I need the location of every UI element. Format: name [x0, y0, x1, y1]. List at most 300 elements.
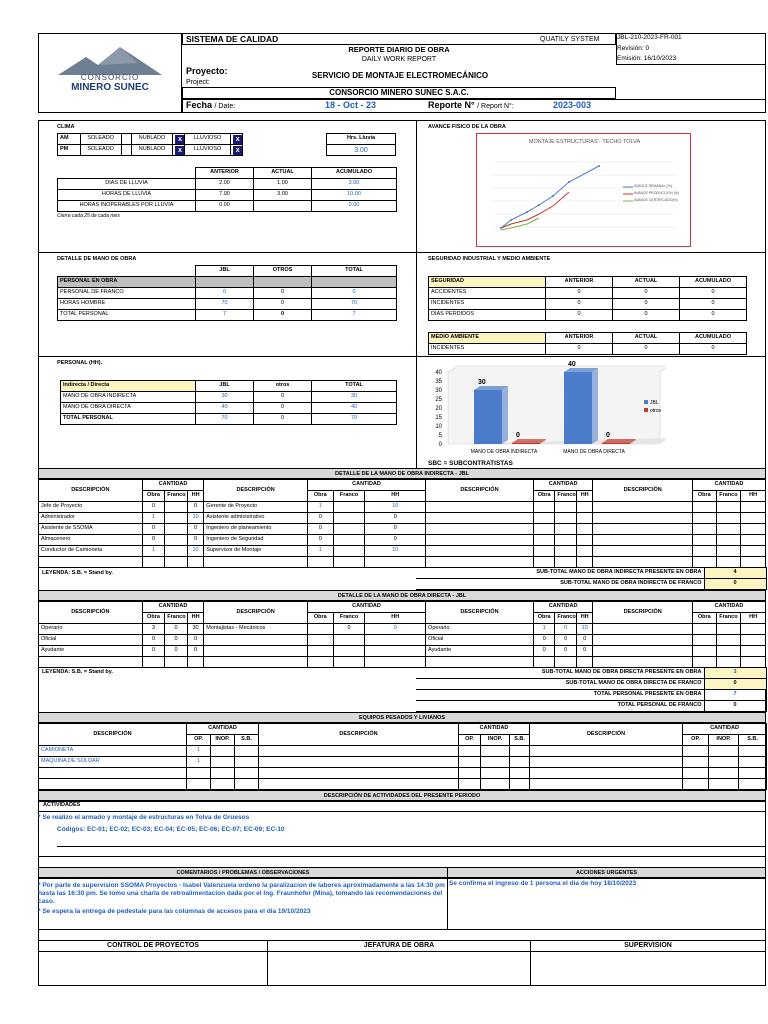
cell-obra[interactable]: 0 [142, 524, 165, 535]
clima-period: PM [58, 145, 81, 156]
cell-obra[interactable]: 0 [533, 646, 555, 657]
empty-cell[interactable] [741, 513, 766, 524]
cell-total[interactable]: 40 [312, 403, 397, 414]
cell-anterior[interactable]: 0 [546, 299, 613, 310]
col-hh: HH [187, 491, 203, 502]
empty-cell[interactable] [716, 624, 741, 635]
empty-cell[interactable] [555, 502, 577, 513]
col-obra: Obra [533, 613, 555, 624]
cell-jbl[interactable]: 7 [196, 310, 254, 321]
empty-cell[interactable] [204, 635, 308, 646]
cell-anterior[interactable]: 0.00 [196, 201, 254, 212]
empty-cell[interactable] [510, 768, 530, 779]
empty-cell[interactable] [530, 757, 683, 768]
comentario-1[interactable]: * Por parte de supervision SSOMA Proyectos - Isabel Valenzuela ordeno la paralizacion de labores aproximadamente a las 14:30 pm hasta las 16:30 pm. Se tomo una charla de retroalimentacion dada por el Ing. Fraunhofer (Mina), tomando las recomendaciones del caso. [38, 882, 445, 905]
cell-actual[interactable]: 1.00 [254, 179, 312, 190]
blank-cell [58, 168, 196, 179]
cell-obra[interactable]: 1 [142, 513, 165, 524]
empty-cell[interactable] [365, 635, 426, 646]
cell-obra[interactable]: 0 [533, 635, 555, 646]
cell-anterior[interactable]: 0 [546, 288, 613, 299]
cell-franco[interactable] [165, 535, 188, 546]
cell-desc: Operario [426, 624, 534, 635]
col-total: TOTAL [312, 266, 397, 277]
cell-obra[interactable]: 0 [307, 524, 333, 535]
empty-cell[interactable] [459, 779, 481, 790]
cell-acumulado[interactable]: 0.00 [312, 201, 397, 212]
empty-cell[interactable] [530, 768, 683, 779]
empty-cell[interactable] [481, 768, 510, 779]
empty-cell[interactable] [211, 757, 235, 768]
empty-cell[interactable] [593, 624, 693, 635]
empty-cell[interactable] [235, 779, 259, 790]
cell-franco[interactable] [333, 502, 365, 513]
empty-cell[interactable] [333, 657, 365, 668]
empty-cell[interactable] [576, 535, 592, 546]
empty-cell[interactable] [459, 768, 481, 779]
cell-franco[interactable]: 0 [165, 646, 188, 657]
cell-total[interactable]: 30 [312, 392, 397, 403]
empty-cell[interactable] [533, 513, 555, 524]
legend-swatch [644, 408, 648, 412]
cell-obra[interactable]: 1 [307, 502, 333, 513]
empty-cell[interactable] [426, 535, 534, 546]
empty-cell[interactable] [576, 546, 592, 557]
hh-bar-chart [426, 360, 666, 460]
empty-cell[interactable] [39, 779, 187, 790]
empty-cell[interactable] [481, 746, 510, 757]
legend-semanal: AVANCE SEMANAL (%) [634, 184, 672, 188]
empty-cell[interactable] [204, 557, 308, 568]
empty-cell[interactable] [533, 502, 555, 513]
actividades-line-1[interactable]: * Se realizo el armado y montaje de estructuras en Tolva de Gruesos [38, 814, 250, 821]
equipos-title: EQUIPOS PESADOS Y LIVIANOS [38, 712, 766, 723]
empty-cell[interactable] [235, 768, 259, 779]
cell-franco[interactable] [333, 524, 365, 535]
empty-cell[interactable] [426, 524, 534, 535]
cell-obra[interactable]: 1 [533, 624, 555, 635]
cell-total[interactable]: 70 [312, 299, 397, 310]
cell-hh[interactable]: 10 [576, 624, 592, 635]
cell-hh[interactable]: 0 [365, 624, 426, 635]
empty-cell[interactable] [741, 624, 766, 635]
empty-cell[interactable] [165, 557, 188, 568]
cell-actual[interactable]: 0 [613, 288, 680, 299]
empty-cell[interactable] [426, 513, 534, 524]
col-op: OP. [683, 735, 709, 746]
empty-cell[interactable] [593, 502, 693, 513]
cell-hh[interactable]: 0 [187, 524, 203, 535]
cell-obra[interactable]: 0 [142, 535, 165, 546]
empty-cell[interactable] [593, 557, 693, 568]
personal-hh-row [61, 392, 397, 403]
col-cantidad: CANTIDAD [533, 602, 593, 613]
empty-cell[interactable] [204, 657, 308, 668]
empty-cell[interactable] [716, 646, 741, 657]
y-tick-label: 15 [435, 415, 442, 421]
empty-cell[interactable] [716, 502, 741, 513]
empty-cell[interactable] [426, 546, 534, 557]
cell-hh[interactable]: 30 [187, 624, 203, 635]
cell-hh[interactable]: 10 [187, 513, 203, 524]
empty-cell[interactable] [593, 513, 693, 524]
empty-cell[interactable] [39, 657, 143, 668]
empty-cell[interactable] [741, 535, 766, 546]
cell-acumulado[interactable]: 0 [680, 310, 747, 321]
cell-hh[interactable]: 0 [365, 513, 426, 524]
cell-hh[interactable]: 0 [576, 646, 592, 657]
empty-cell[interactable] [683, 779, 709, 790]
empty-cell[interactable] [235, 746, 259, 757]
empty-cell[interactable] [716, 524, 741, 535]
cell-obra[interactable]: 1 [307, 546, 333, 557]
empty-cell[interactable] [576, 557, 592, 568]
cell-jbl[interactable]: 40 [196, 403, 254, 414]
empty-cell[interactable] [692, 524, 716, 535]
cell-anterior[interactable]: 0 [546, 344, 613, 355]
indirecta-subtotals [416, 567, 767, 590]
empty-cell[interactable] [510, 746, 530, 757]
sbc-note: SBC = SUBCONTRATISTAS [428, 460, 513, 467]
empty-cell[interactable] [692, 502, 716, 513]
clima-lluvioso-check[interactable] [230, 145, 242, 156]
cell-franco[interactable] [165, 524, 188, 535]
empty-cell[interactable] [741, 657, 766, 668]
empty-cell[interactable] [692, 635, 716, 646]
cell-actual[interactable]: 0 [613, 310, 680, 321]
row-label: DIAS DE LLUVIA [58, 179, 196, 190]
avance-title: AVANCE FISICO DE LA OBRA [428, 124, 506, 130]
empty-cell[interactable] [683, 768, 709, 779]
empty-cell[interactable] [533, 535, 555, 546]
empty-cell[interactable] [555, 535, 577, 546]
cell-franco[interactable]: 0 [165, 635, 188, 646]
clima-soleado-check[interactable] [121, 134, 131, 145]
cell-otros[interactable]: 0 [254, 414, 312, 425]
table-row [39, 535, 766, 546]
empty-cell[interactable] [741, 524, 766, 535]
table-row [39, 546, 766, 557]
cell-actual[interactable]: 0 [613, 344, 680, 355]
empty-cell[interactable] [692, 557, 716, 568]
empty-cell[interactable] [739, 757, 767, 768]
col-hh: HH [741, 491, 766, 502]
cell-franco[interactable]: 0 [555, 646, 577, 657]
row-label: INCIDENTES [429, 344, 546, 355]
cell-jbl[interactable]: 70 [196, 299, 254, 310]
empty-cell[interactable] [426, 502, 534, 513]
cell-obra[interactable]: 0 [307, 535, 333, 546]
empty-cell[interactable] [741, 546, 766, 557]
cell-otros[interactable]: 0 [254, 288, 312, 299]
cell-total[interactable]: 0 [312, 288, 397, 299]
empty-cell[interactable] [576, 657, 592, 668]
empty-cell[interactable] [576, 513, 592, 524]
clima-nublado-check[interactable] [173, 145, 185, 156]
empty-cell[interactable] [741, 557, 766, 568]
clima-nublado: NUBLADO [131, 145, 172, 156]
empty-cell[interactable] [692, 624, 716, 635]
cell-hh[interactable]: 10 [365, 502, 426, 513]
cell-hh[interactable]: 0 [187, 646, 203, 657]
hrs-lluvia-value[interactable]: 3.00 [327, 145, 396, 156]
empty-cell[interactable] [716, 513, 741, 524]
cell-obra[interactable]: 3 [142, 624, 165, 635]
empty-cell[interactable] [709, 746, 739, 757]
total-value[interactable]: 3 [704, 668, 766, 679]
cell-franco[interactable] [333, 546, 365, 557]
empty-cell[interactable] [593, 646, 693, 657]
cell-franco[interactable] [165, 513, 188, 524]
cell-obra[interactable]: 0 [307, 513, 333, 524]
cell-hh[interactable]: 0 [187, 635, 203, 646]
empty-cell[interactable] [459, 757, 481, 768]
cell-franco[interactable]: 0 [555, 635, 577, 646]
empty-cell[interactable] [555, 524, 577, 535]
cell-jbl[interactable]: 70 [196, 414, 254, 425]
empty-cell[interactable] [533, 524, 555, 535]
empty-cell[interactable] [716, 546, 741, 557]
empty-cell[interactable] [709, 757, 739, 768]
empty-cell[interactable] [692, 546, 716, 557]
empty-cell[interactable] [307, 646, 333, 657]
empty-cell[interactable] [510, 779, 530, 790]
project-label-en: Project: [186, 79, 210, 86]
empty-cell[interactable] [426, 657, 534, 668]
cell-otros[interactable]: 0 [254, 392, 312, 403]
legend-swatch [644, 400, 648, 404]
col-sb: S.B. [235, 735, 259, 746]
doc-revision: Revisión: 0 [617, 45, 650, 52]
empty-cell[interactable] [533, 657, 555, 668]
empty-cell[interactable] [259, 757, 459, 768]
empty-cell[interactable] [555, 546, 577, 557]
empty-cell[interactable] [593, 535, 693, 546]
cell-actual[interactable]: 3.00 [254, 190, 312, 201]
empty-cell[interactable] [683, 757, 709, 768]
empty-cell[interactable] [365, 657, 426, 668]
cell-franco[interactable] [333, 535, 365, 546]
col-franco: Franco [165, 491, 188, 502]
empty-cell[interactable] [235, 757, 259, 768]
empty-cell[interactable] [259, 746, 459, 757]
empty-cell[interactable] [593, 657, 693, 668]
empty-cell[interactable] [187, 768, 211, 779]
cell-actual[interactable] [254, 201, 312, 212]
cell-obra[interactable] [307, 624, 333, 635]
empty-cell[interactable] [593, 524, 693, 535]
empty-cell[interactable] [333, 635, 365, 646]
cell-acumulado[interactable]: 0 [680, 288, 747, 299]
col-franco: Franco [716, 491, 741, 502]
empty-cell[interactable] [333, 557, 365, 568]
actividades-label: ACTIVIDADES [43, 802, 81, 808]
empty-cell[interactable] [39, 557, 143, 568]
col-inop: INOP. [211, 735, 235, 746]
empty-cell[interactable] [187, 779, 211, 790]
cell-op[interactable]: 1 [187, 757, 211, 768]
empty-cell[interactable] [142, 657, 165, 668]
empty-cell[interactable] [211, 768, 235, 779]
total-value[interactable]: 0 [704, 679, 766, 690]
empty-cell[interactable] [481, 757, 510, 768]
empty-cell[interactable] [211, 746, 235, 757]
row-label: TOTAL PERSONAL [58, 310, 196, 321]
subtotal-value[interactable]: 0 [704, 579, 766, 590]
empty-cell[interactable] [741, 646, 766, 657]
empty-cell[interactable] [307, 557, 333, 568]
clima-soleado-check[interactable] [121, 145, 131, 156]
empty-cell[interactable] [692, 646, 716, 657]
empty-cell[interactable] [259, 768, 459, 779]
cell-hh[interactable]: 0 [365, 524, 426, 535]
empty-cell[interactable] [510, 757, 530, 768]
empty-cell[interactable] [333, 646, 365, 657]
col-descripcion: DESCRIPCIÓN [39, 480, 143, 502]
subtotal-value[interactable]: 4 [704, 568, 766, 579]
empty-cell[interactable] [555, 557, 577, 568]
empty-cell[interactable] [709, 768, 739, 779]
personal-hh-title: PERSONAL (HH). [57, 360, 103, 366]
empty-cell[interactable] [709, 779, 739, 790]
empty-cell[interactable] [530, 779, 683, 790]
empty-cell[interactable] [165, 657, 188, 668]
empty-cell[interactable] [741, 502, 766, 513]
cell-obra[interactable]: 0 [142, 502, 165, 513]
bar-jbl [564, 372, 592, 444]
empty-cell[interactable] [481, 779, 510, 790]
divider-2 [38, 356, 766, 357]
clima-lluvioso-check[interactable] [230, 134, 242, 145]
empty-cell[interactable] [204, 646, 308, 657]
cell-total[interactable]: 7 [312, 310, 397, 321]
cell-acumulado[interactable]: 0 [680, 299, 747, 310]
empty-cell[interactable] [307, 635, 333, 646]
total-value[interactable]: 0 [704, 701, 766, 712]
empty-cell[interactable] [692, 535, 716, 546]
cell-jbl[interactable]: 30 [196, 392, 254, 403]
empty-cell[interactable] [716, 557, 741, 568]
empty-cell[interactable] [716, 635, 741, 646]
cell-hh[interactable]: 0 [365, 535, 426, 546]
empty-cell[interactable] [365, 646, 426, 657]
empty-cell[interactable] [576, 524, 592, 535]
indirecta-table [38, 479, 766, 568]
cell-otros[interactable]: 0 [254, 310, 312, 321]
empty-cell[interactable] [741, 635, 766, 646]
col-hh: HH [741, 613, 766, 624]
empty-cell[interactable] [142, 557, 165, 568]
empty-cell[interactable] [555, 513, 577, 524]
empty-cell[interactable] [533, 557, 555, 568]
cell-franco[interactable]: 0 [333, 624, 365, 635]
table-row [39, 657, 766, 668]
empty-cell[interactable] [716, 657, 741, 668]
cell-hh[interactable]: 0 [576, 635, 592, 646]
empty-cell[interactable] [259, 779, 459, 790]
cell-anterior[interactable]: 7.00 [196, 190, 254, 201]
table-row [39, 757, 767, 768]
empty-cell[interactable] [555, 657, 577, 668]
check-mark: x [233, 146, 243, 155]
empty-cell[interactable] [39, 768, 187, 779]
empty-cell[interactable] [692, 657, 716, 668]
empty-cell[interactable] [365, 557, 426, 568]
total-value[interactable]: 7 [704, 690, 766, 701]
cell-obra[interactable]: 0 [142, 646, 165, 657]
empty-cell[interactable] [459, 746, 481, 757]
clima-nublado-check[interactable] [173, 134, 185, 145]
table-row [39, 557, 766, 568]
empty-cell[interactable] [593, 635, 693, 646]
cell-hh[interactable]: 10 [187, 546, 203, 557]
cell-jbl[interactable]: 0 [196, 288, 254, 299]
cell-actual[interactable]: 0 [613, 299, 680, 310]
actividades-title: DESCRIPCIÓN DE ACTIVIDADES DEL PRESENTE PERIODO [38, 790, 766, 801]
col-actual: ACTUAL [613, 333, 680, 344]
cell-franco[interactable]: 0 [555, 624, 577, 635]
date-value: 18 - Oct - 23 [325, 100, 377, 110]
empty-cell[interactable] [683, 746, 709, 757]
cell-total[interactable]: 70 [312, 414, 397, 425]
cell-anterior[interactable]: 0 [546, 310, 613, 321]
empty-cell[interactable] [739, 746, 767, 757]
empty-cell[interactable] [426, 557, 534, 568]
cell-hh[interactable]: 0 [187, 535, 203, 546]
cell-acumulado[interactable]: 10.00 [312, 190, 397, 201]
empty-cell[interactable] [530, 746, 683, 757]
cell-acumulado[interactable]: 0 [680, 344, 747, 355]
cell-otros[interactable]: 0 [254, 299, 312, 310]
bar-top [474, 386, 508, 390]
actividades-line-2[interactable]: Códigos: EC-01; EC-02; EC-03; EC-04; EC-05; EC-06; EC-07; EC-09; EC-10 [57, 826, 285, 833]
empty-cell[interactable] [739, 779, 767, 790]
cell-obra[interactable]: 0 [142, 635, 165, 646]
col-sb: S.B. [510, 735, 530, 746]
cell-acumulado[interactable]: 3.00 [312, 179, 397, 190]
empty-cell[interactable] [692, 513, 716, 524]
cell-op[interactable]: 1 [187, 746, 211, 757]
cell-hh[interactable]: 10 [365, 546, 426, 557]
x-tick-label: MANO DE OBRA DIRECTA [563, 449, 625, 455]
report-number-label: Reporte N° / Report N°: [428, 100, 514, 110]
cell-franco[interactable] [333, 513, 365, 524]
firma-jefatura-label: JEFATURA DE OBRA [363, 942, 435, 949]
comentario-2[interactable]: * Se espera la entrega de pedestale para las columnas de accesos para el dia 19/10/2023 [38, 908, 311, 915]
cell-franco[interactable] [165, 502, 188, 513]
personal-hh-row [61, 414, 397, 425]
empty-cell[interactable] [739, 768, 767, 779]
urgente-1[interactable]: Se confirma el ingreso de 1 persona el dia de hoy 18/10/2023 [449, 880, 637, 887]
cell-franco[interactable]: 0 [165, 624, 188, 635]
empty-cell[interactable] [211, 779, 235, 790]
cell-franco[interactable] [165, 546, 188, 557]
empty-cell[interactable] [716, 535, 741, 546]
empty-cell[interactable] [533, 546, 555, 557]
empty-cell[interactable] [307, 657, 333, 668]
cell-hh[interactable]: 0 [187, 502, 203, 513]
empty-cell[interactable] [187, 557, 203, 568]
cell-anterior[interactable]: 2.00 [196, 179, 254, 190]
empty-cell[interactable] [187, 657, 203, 668]
cell-obra[interactable]: 1 [142, 546, 165, 557]
cell-otros[interactable]: 0 [254, 403, 312, 414]
empty-cell[interactable] [593, 546, 693, 557]
blank-cell [58, 266, 196, 277]
empty-cell[interactable] [576, 502, 592, 513]
directa-table [38, 601, 766, 668]
mano-obra-row [58, 288, 397, 299]
